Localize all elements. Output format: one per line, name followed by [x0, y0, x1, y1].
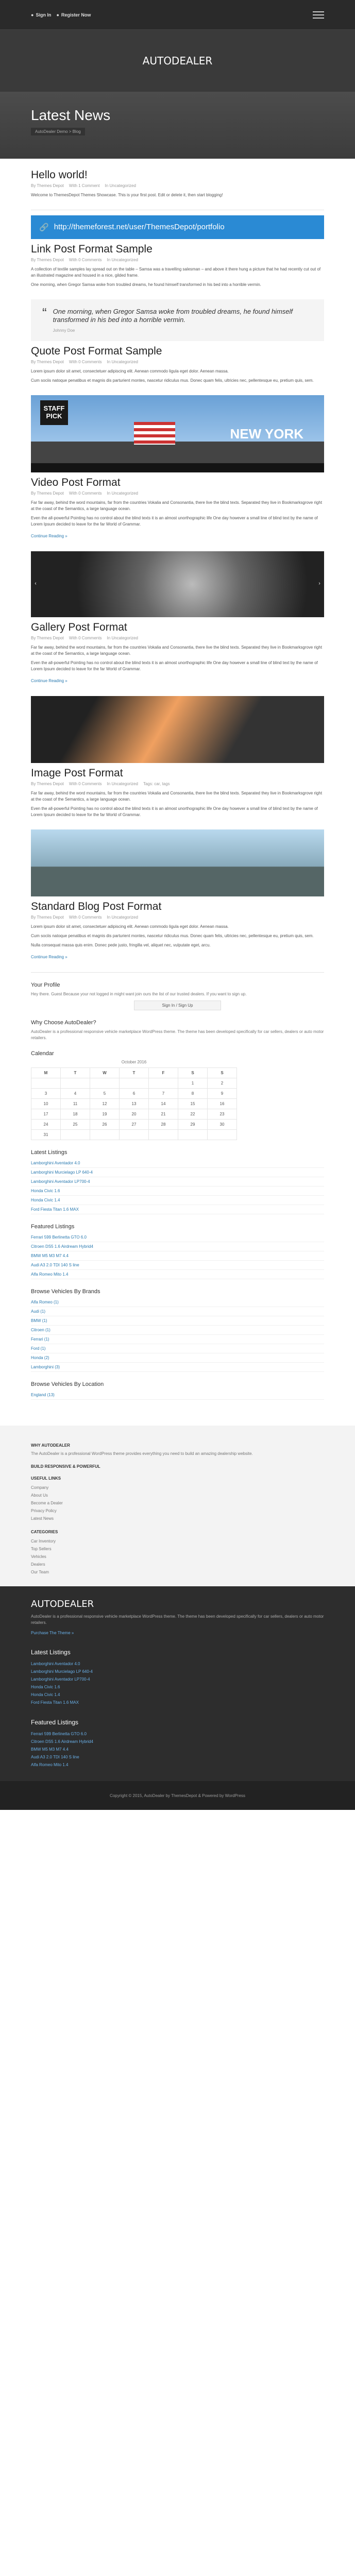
- listing-link[interactable]: Ford Fiesta Titan 1.6 MAX: [31, 1205, 324, 1214]
- gallery-slider[interactable]: [31, 551, 324, 617]
- footer-link[interactable]: Citroen DS5 1.6 Airdream Hybrid4: [31, 1739, 93, 1744]
- calendar-month: October 2016: [121, 1060, 147, 1064]
- post-text: Even the all-powerful Pointing has no control about the blind texts it is an almost unorthographic life One day however a small line of blind text by the name of Lorem Ipsum decided to leave for the far World of Grammar.: [31, 516, 318, 527]
- listing-link[interactable]: Ferrari 599 Berlinetta GTO 6.0: [31, 1233, 324, 1242]
- post-text: Far far away, behind the word mountains, far from the countries Vokalia and Consonantia, there live the blind texts. Separated they live in Bookmarksgrove right at the coast of the Semantics, a large language ocean.: [31, 500, 323, 511]
- calendar-day: 30: [208, 1120, 237, 1130]
- footer-link[interactable]: Car Inventory: [31, 1539, 56, 1544]
- calendar-day: 31: [31, 1130, 61, 1140]
- calendar-day: [31, 1078, 61, 1089]
- footer-title: Latest Listings: [31, 1649, 71, 1656]
- calendar-day: 5: [90, 1089, 120, 1099]
- footer-title: WHY AUTODEALER: [31, 1443, 70, 1448]
- post-text: Cum sociis natoque penatibus et magnis dis parturient montes, nascetur ridiculus mus. Donec quam felis, ultricies nec, pellentesque eu, pretium quis, sem.: [31, 378, 314, 383]
- post-title[interactable]: Quote Post Format Sample: [31, 345, 162, 357]
- copyright: Copyright © 2015, AutoDealer by ThemesDepot & Powered by WordPress: [0, 1781, 355, 1810]
- next-arrow-icon[interactable]: ›: [315, 579, 324, 588]
- widget-text: Hey there. Guest Because your not logged in might want join ours the list of our trusted dealers. If you want to sign up.: [31, 992, 247, 996]
- post-meta[interactable]: In Uncategorized: [107, 915, 138, 920]
- post-title[interactable]: Gallery Post Format: [31, 621, 127, 633]
- footer-link[interactable]: Lamborghini Aventador LP700-4: [31, 1677, 90, 1682]
- calendar-day: [149, 1130, 178, 1140]
- brand-link[interactable]: BMW (1): [31, 1316, 324, 1326]
- calendar-day: 16: [208, 1099, 237, 1109]
- widget-calendar: [31, 1050, 324, 1140]
- calendar-weekday: T: [120, 1068, 149, 1078]
- calendar-day: 14: [149, 1099, 178, 1109]
- post-meta[interactable]: By Themes Depot: [31, 636, 64, 640]
- widget-title: Browse Vehicles By Brands: [31, 1289, 100, 1295]
- post-gallery: [31, 621, 324, 685]
- calendar-day: 11: [61, 1099, 90, 1109]
- widget-title: Why Choose AutoDealer?: [31, 1020, 96, 1026]
- post-meta[interactable]: By Themes Depot: [31, 183, 64, 188]
- brand-link[interactable]: Alfa Romeo (1): [31, 1298, 324, 1307]
- footer-link[interactable]: Latest News: [31, 1516, 54, 1521]
- divider: [31, 972, 324, 973]
- calendar-weekday: F: [149, 1068, 178, 1078]
- footer-link[interactable]: Honda Civic 1.6: [31, 1685, 60, 1689]
- footer-about: AutoDealer is a professional responsive vehicle marketplace WordPress theme. The theme has been developed specifically for car sellers, dealers or auto motor retailers.: [31, 1614, 324, 1625]
- post-meta[interactable]: With 0 Comments: [69, 915, 102, 920]
- menu-icon[interactable]: [313, 11, 324, 19]
- post-meta[interactable]: In Uncategorized: [107, 636, 138, 640]
- calendar-day: 13: [120, 1099, 149, 1109]
- post-video: [31, 477, 324, 540]
- calendar-day: 2: [208, 1078, 237, 1089]
- calendar-weekday: M: [31, 1068, 61, 1078]
- listing-link[interactable]: Lamborghini Murcielago LP 640-4: [31, 1168, 324, 1177]
- footer-link[interactable]: Honda Civic 1.4: [31, 1692, 60, 1697]
- post-text: Lorem ipsum dolor sit amet, consectetuer adipiscing elit. Aenean commodo ligula eget dolor. Aenean massa.: [31, 369, 229, 374]
- listing-link[interactable]: Lamborghini Aventador LP700-4: [31, 1177, 324, 1187]
- site-logo[interactable]: AUTODEALER: [142, 55, 213, 67]
- calendar-weekday: W: [90, 1068, 120, 1078]
- calendar-day: 17: [31, 1109, 61, 1120]
- post-quote: [31, 345, 324, 384]
- footer-link[interactable]: Company: [31, 1485, 49, 1490]
- post-text: Even the all-powerful Pointing has no control about the blind texts it is an almost unorthographic life One day however a small line of blind text by the name of Lorem Ipsum decided to leave for the far World of Grammar.: [31, 660, 318, 671]
- post-text: Even the all-powerful Pointing has no control about the blind texts it is an almost unorthographic life One day however a small line of blind text by the name of Lorem Ipsum decided to leave for the far World of Grammar.: [31, 806, 318, 817]
- footer-widgets: [0, 1426, 355, 1586]
- quote-author: Johnny Doe: [53, 328, 75, 333]
- footer-link[interactable]: Top Sellers: [31, 1547, 52, 1551]
- brand-link[interactable]: Ferrari (1): [31, 1335, 324, 1344]
- listing-link[interactable]: BMW M5 M3 M7 4.4: [31, 1251, 324, 1261]
- widget-featured: [31, 1224, 324, 1279]
- footer-link[interactable]: Lamborghini Aventador 4.0: [31, 1662, 80, 1666]
- post-standard: [31, 901, 324, 961]
- post-meta[interactable]: With 0 Comments: [69, 636, 102, 640]
- widget-title: Featured Listings: [31, 1224, 75, 1230]
- calendar-day: [208, 1130, 237, 1140]
- calendar-day: 6: [120, 1089, 149, 1099]
- post-meta[interactable]: With 0 Comments: [69, 491, 102, 496]
- footer-logo[interactable]: AUTODEALER: [31, 1599, 94, 1609]
- calendar-day: [178, 1130, 208, 1140]
- post-text: Far far away, behind the word mountains, far from the countries Vokalia and Consonantia, there live the blind texts. Separated they live in Bookmarksgrove right at the coast of the Semantics, a large language ocean.: [31, 791, 323, 802]
- listing-link[interactable]: Lamborghini Aventador 4.0: [31, 1159, 324, 1168]
- video-caption: NEW YORK: [230, 426, 303, 442]
- post-text: Welcome to ThemesDepot Themes Showcase. This is your first post. Edit or delete it, then start blogging!: [31, 193, 223, 197]
- footer-link[interactable]: Alfa Romeo Mito 1.4: [31, 1762, 69, 1767]
- calendar-day: [61, 1078, 90, 1089]
- calendar-day: 29: [178, 1120, 208, 1130]
- brand-link[interactable]: Honda (2): [31, 1353, 324, 1363]
- calendar-day: 18: [61, 1109, 90, 1120]
- listing-link[interactable]: Honda Civic 1.4: [31, 1196, 324, 1205]
- calendar-day: 3: [31, 1089, 61, 1099]
- footer-link[interactable]: Privacy Policy: [31, 1509, 57, 1513]
- post-text: Lorem ipsum dolor sit amet, consectetuer adipiscing elit. Aenean commodo ligula eget dolor. Aenean massa.: [31, 924, 229, 929]
- post-text: One morning, when Gregor Samsa woke from troubled dreams, he found himself transformed in his bed into a horrible vermin.: [31, 282, 261, 287]
- post-meta[interactable]: In Uncategorized: [107, 782, 138, 786]
- calendar-day: 15: [178, 1099, 208, 1109]
- post-link: [31, 215, 324, 288]
- post-image-format: [31, 767, 324, 818]
- widget-latest: [31, 1149, 324, 1214]
- post-meta[interactable]: By Themes Depot: [31, 360, 64, 364]
- footer-link[interactable]: Audi A3 2.0 TDI 140 S line: [31, 1755, 79, 1759]
- post-title[interactable]: Hello world!: [31, 169, 88, 181]
- quote-icon: “: [42, 305, 47, 320]
- widget-title: Latest Listings: [31, 1149, 67, 1156]
- footer-dark: [0, 1586, 355, 1781]
- brand-link[interactable]: Lamborghini (3): [31, 1363, 324, 1372]
- calendar-day: 27: [120, 1120, 149, 1130]
- footer-link[interactable]: Our Team: [31, 1570, 49, 1574]
- page-title: Latest News: [31, 107, 111, 123]
- calendar-table: [31, 1067, 237, 1140]
- widget-profile: [31, 982, 324, 1010]
- prev-arrow-icon[interactable]: ‹: [31, 579, 40, 588]
- flag-image: [134, 422, 175, 445]
- post-meta[interactable]: With 1 Comment: [69, 183, 100, 188]
- page-header: [0, 92, 355, 159]
- footer-link[interactable]: Vehicles: [31, 1554, 46, 1559]
- footer-link[interactable]: Become a Dealer: [31, 1501, 63, 1505]
- post-meta[interactable]: In Uncategorized: [105, 183, 136, 188]
- calendar-day: 21: [149, 1109, 178, 1120]
- post-text: A collection of textile samples lay spread out on the table – Samsa was a travelling salesman – and above it there hung a picture that he had recently cut out of an illustrated magazine and housed in a nice, gilded frame.: [31, 267, 321, 278]
- video-player[interactable]: [31, 395, 324, 472]
- top-bar: [0, 0, 355, 30]
- site-header: [0, 30, 355, 92]
- calendar-weekday: S: [178, 1068, 208, 1078]
- post-meta[interactable]: By Themes Depot: [31, 782, 64, 786]
- listing-link[interactable]: Citroen DS5 1.6 Airdream Hybrid4: [31, 1242, 324, 1251]
- footer-text: The AutoDealer is a professional WordPress theme provides everything you need to build an amazing dealership website.: [31, 1451, 253, 1456]
- footer-title: Featured Listings: [31, 1719, 79, 1726]
- brand-link[interactable]: Ford (1): [31, 1344, 324, 1353]
- post-hello: [31, 169, 324, 198]
- calendar-weekday: S: [208, 1068, 237, 1078]
- calendar-weekday: T: [61, 1068, 90, 1078]
- post-title[interactable]: Image Post Format: [31, 767, 123, 779]
- calendar-day: 19: [90, 1109, 120, 1120]
- calendar-day: 4: [61, 1089, 90, 1099]
- purchase-link[interactable]: Purchase The Theme »: [31, 1631, 74, 1635]
- brand-link[interactable]: Citroen (1): [31, 1326, 324, 1335]
- post-meta[interactable]: With 0 Comments: [69, 782, 102, 786]
- post-text: Far far away, behind the word mountains, far from the countries Vokalia and Consonantia, there live the blind texts. Separated they live in Bookmarksgrove right at the coast of the Semantics, a large language ocean.: [31, 645, 323, 656]
- widget-brands: [31, 1289, 324, 1372]
- footer-title: USEFUL LINKS: [31, 1476, 61, 1481]
- calendar-day: [149, 1078, 178, 1089]
- brand-link[interactable]: Audi (1): [31, 1307, 324, 1316]
- post-meta[interactable]: By Themes Depot: [31, 915, 64, 920]
- calendar-day: 10: [31, 1099, 61, 1109]
- calendar-day: 9: [208, 1089, 237, 1099]
- post-meta[interactable]: In Uncategorized: [107, 258, 138, 262]
- widget-title: Browse Vehicles By Location: [31, 1381, 104, 1387]
- calendar-day: [120, 1078, 149, 1089]
- video-controls[interactable]: [31, 463, 324, 472]
- calendar-day: [90, 1078, 120, 1089]
- link-box[interactable]: [31, 215, 324, 239]
- quote-box: [31, 299, 324, 341]
- post-meta[interactable]: In Uncategorized: [107, 491, 138, 496]
- footer-link[interactable]: About Us: [31, 1493, 48, 1498]
- continue-link[interactable]: Continue Reading »: [31, 955, 67, 959]
- continue-link[interactable]: Continue Reading »: [31, 534, 67, 538]
- footer-link[interactable]: Lamborghini Murcielago LP 640-4: [31, 1669, 93, 1674]
- footer-link[interactable]: BMW M5 M3 M7 4.4: [31, 1747, 69, 1752]
- register-link[interactable]: ● Register Now: [56, 12, 91, 18]
- calendar-day: [61, 1130, 90, 1140]
- calendar-day: [90, 1130, 120, 1140]
- calendar-day: 1: [178, 1078, 208, 1089]
- calendar-day: 24: [31, 1120, 61, 1130]
- calendar-day: 22: [178, 1109, 208, 1120]
- footer-link[interactable]: Dealers: [31, 1562, 45, 1567]
- main-content: [0, 159, 355, 1410]
- post-title[interactable]: Video Post Format: [31, 477, 121, 488]
- listing-link[interactable]: Audi A3 2.0 TDI 140 S line: [31, 1261, 324, 1270]
- calendar-day: 7: [149, 1089, 178, 1099]
- post-image[interactable]: [31, 829, 324, 896]
- widget-title: Calendar: [31, 1050, 54, 1057]
- listing-link[interactable]: Alfa Romeo Mito 1.4: [31, 1270, 324, 1279]
- calendar-day: 20: [120, 1109, 149, 1120]
- link-icon: 🔗: [39, 223, 49, 232]
- widget-why: [31, 1020, 324, 1041]
- post-title[interactable]: Link Post Format Sample: [31, 243, 153, 255]
- footer-link[interactable]: Ferrari 599 Berlinetta GTO 6.0: [31, 1732, 87, 1736]
- footer-title: CATEGORIES: [31, 1530, 58, 1534]
- signup-button[interactable]: Sign In / Sign Up: [134, 1001, 221, 1010]
- signin-link[interactable]: ● Sign In: [31, 12, 52, 18]
- calendar-day: 26: [90, 1120, 120, 1130]
- post-text: Cum sociis natoque penatibus et magnis dis parturient montes, nascetur ridiculus mus. Donec quam felis, ultricies nec, pellentesque eu, pretium quis, sem.: [31, 934, 314, 938]
- continue-link[interactable]: Continue Reading »: [31, 679, 67, 683]
- breadcrumb[interactable]: AutoDealer Demo > Blog: [31, 128, 85, 135]
- listing-link[interactable]: Honda Civic 1.6: [31, 1187, 324, 1196]
- post-meta[interactable]: By Themes Depot: [31, 258, 64, 262]
- post-title[interactable]: Standard Blog Post Format: [31, 901, 162, 912]
- quote-text: One morning, when Gregor Samsa woke from troubled dreams, he found himself transformed in his bed into a horrible vermin.: [53, 308, 293, 324]
- calendar-day: 28: [149, 1120, 178, 1130]
- calendar-day: 8: [178, 1089, 208, 1099]
- post-meta[interactable]: Tags: car, tags: [143, 782, 170, 786]
- footer-title: BUILD RESPONSIVE & POWERFUL: [31, 1464, 100, 1469]
- widget-title: Your Profile: [31, 982, 60, 988]
- calendar-day: 25: [61, 1120, 90, 1130]
- location-link[interactable]: England (13): [31, 1391, 324, 1400]
- staff-pick-badge: STAFF PICK: [40, 400, 68, 425]
- post-meta[interactable]: With 0 Comments: [69, 258, 102, 262]
- post-image[interactable]: [31, 696, 324, 763]
- post-meta[interactable]: By Themes Depot: [31, 491, 64, 496]
- calendar-day: 12: [90, 1099, 120, 1109]
- widget-location: [31, 1381, 324, 1400]
- post-text: Nulla consequat massa quis enim. Donec pede justo, fringilla vel, aliquet nec, vulputate eget, arcu.: [31, 943, 211, 947]
- post-meta[interactable]: With 0 Comments: [69, 360, 102, 364]
- calendar-day: 23: [208, 1109, 237, 1120]
- footer-link[interactable]: Ford Fiesta Titan 1.6 MAX: [31, 1700, 79, 1705]
- link-url: http://themeforest.net/user/ThemesDepot/portfolio: [54, 223, 225, 231]
- widget-text: AutoDealer is a professional responsive vehicle marketplace WordPress theme. The theme has been developed specifically for car sellers, dealers or auto motor retailers.: [31, 1029, 324, 1040]
- post-meta[interactable]: In Uncategorized: [107, 360, 138, 364]
- calendar-day: [120, 1130, 149, 1140]
